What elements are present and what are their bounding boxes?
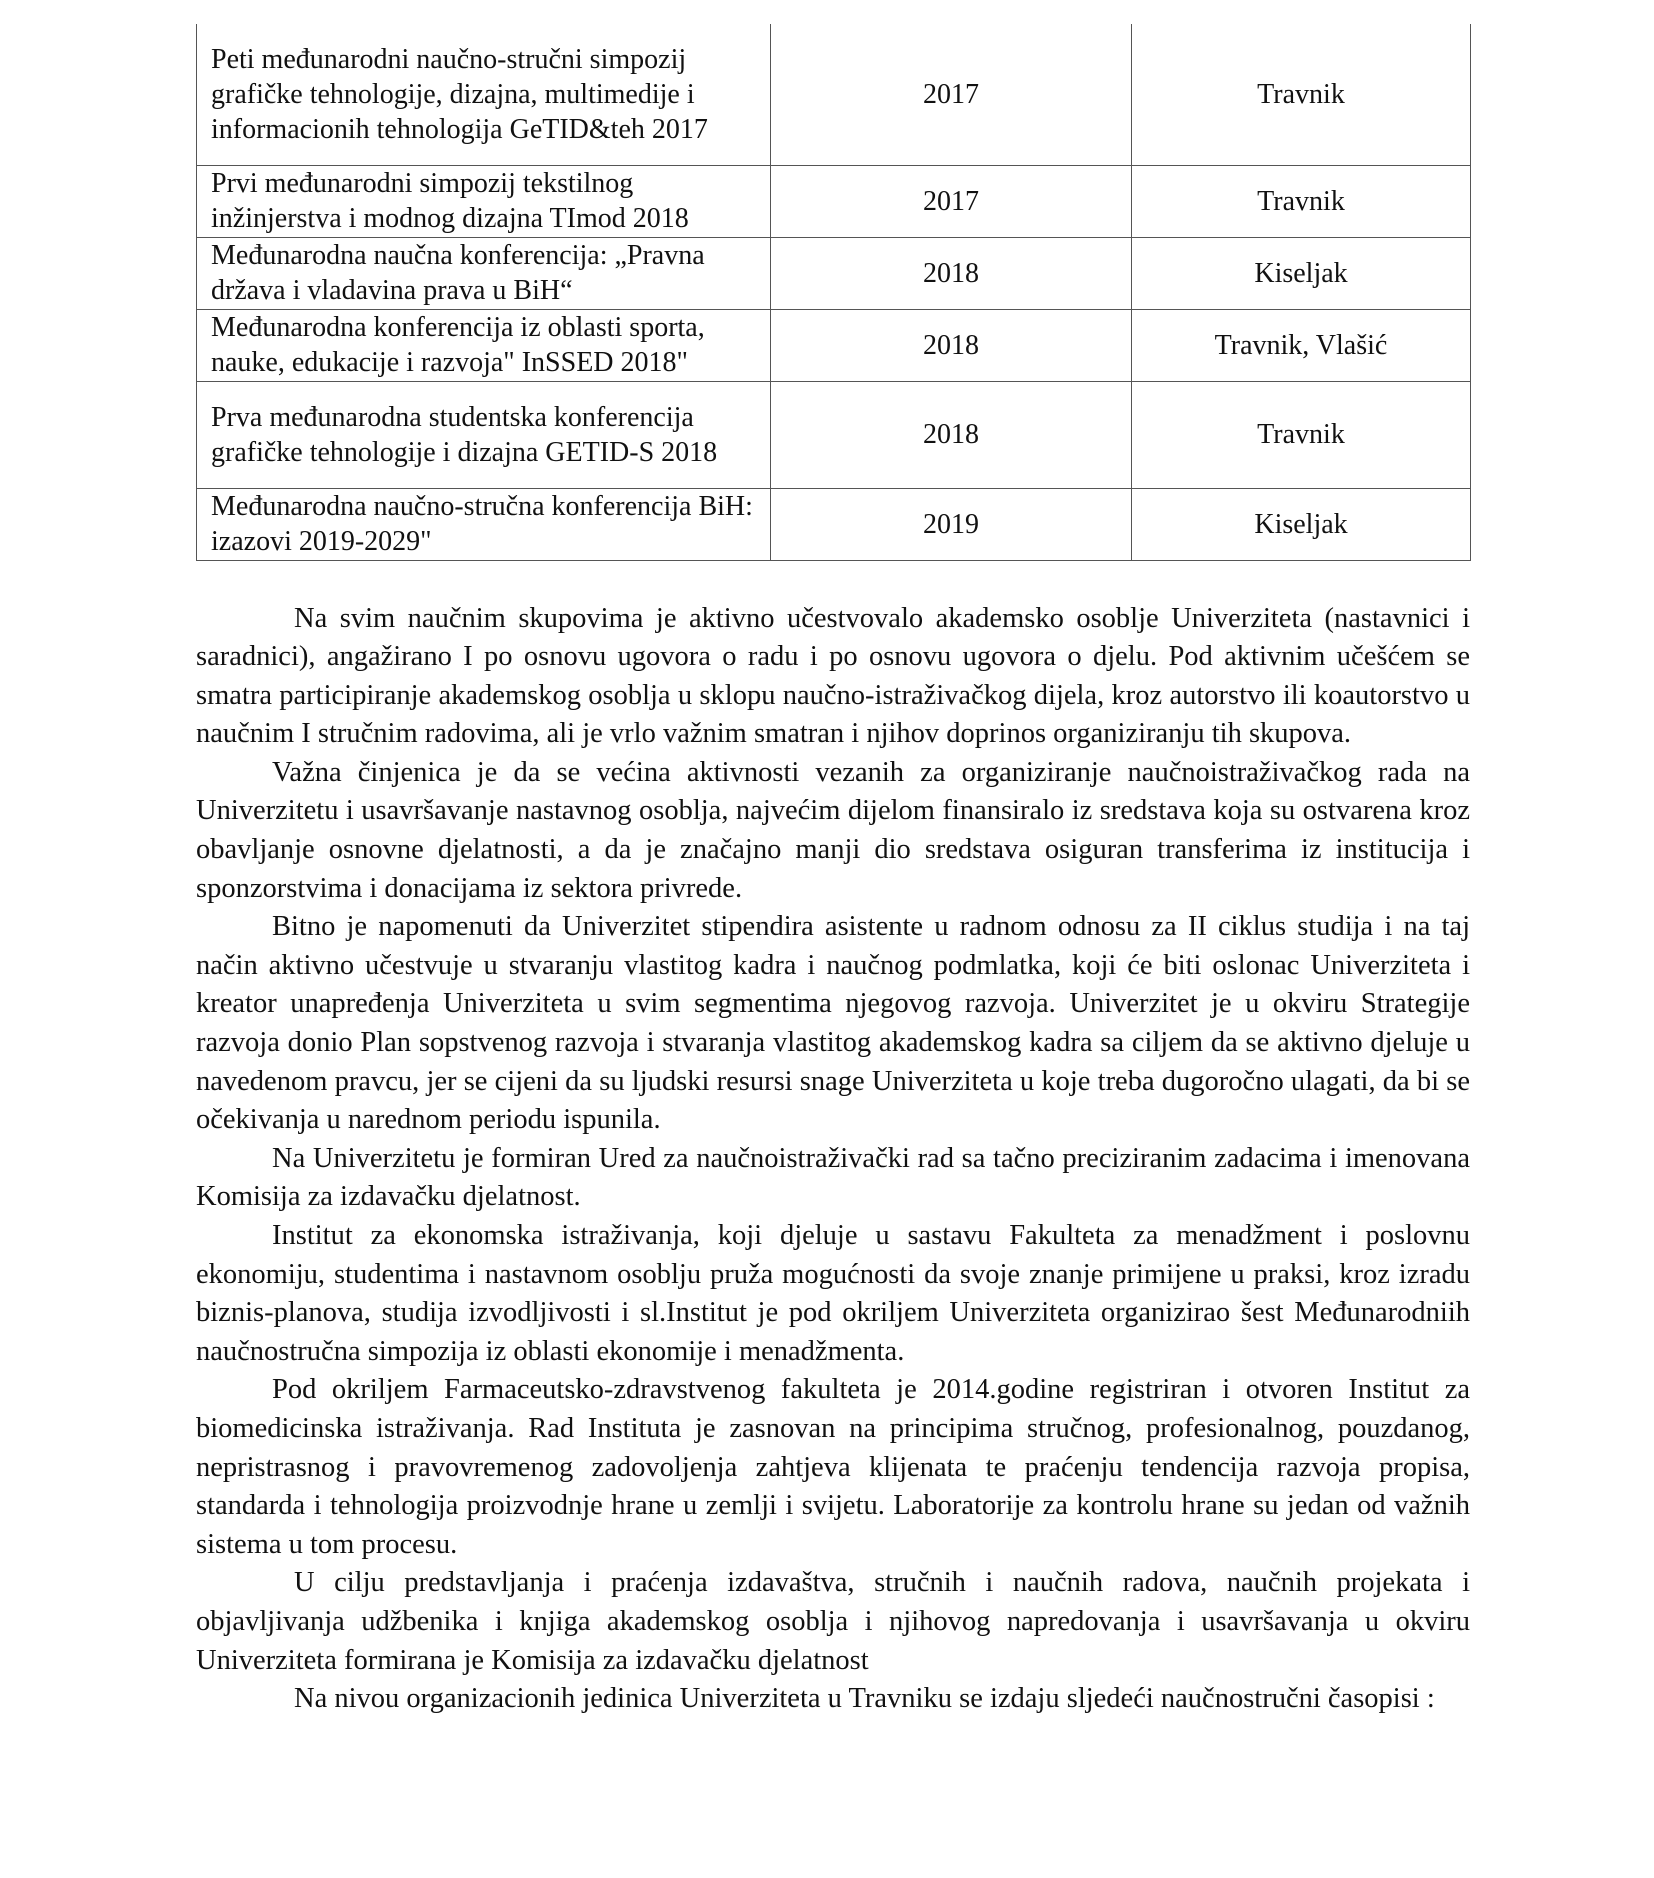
- table-row: [197, 24, 1471, 165]
- event-year-cell: 2018: [771, 237, 1132, 309]
- event-place-cell: Travnik: [1132, 24, 1471, 165]
- table-row: [197, 309, 1471, 381]
- event-name-cell: Peti međunarodni naučno-stručni simpozij grafičke tehnologije, dizajna, multimedije i informacionih tehnologija GeTID&teh 2017: [197, 24, 771, 165]
- event-place-cell: Kiseljak: [1132, 488, 1471, 560]
- event-place-cell: Travnik: [1132, 381, 1471, 488]
- event-place-cell: Travnik: [1132, 165, 1471, 237]
- paragraph: Institut za ekonomska istraživanja, koji djeluje u sastavu Fakulteta za menadžment i poslovnu ekonomiju, studentima i nastavnom osoblju pruža mogućnosti da svoje znanje primijene u praksi, kroz izradu biznis-planova, studija izvodljivosti i sl.Institut je pod okriljem Univerziteta organizirao šest Međunarodniih naučnostručna simpozija iz oblasti ekonomije i menadžmenta.: [196, 1220, 1470, 1367]
- event-name-cell: Međunarodna naučna konferencija: „Pravna država i vladavina prava u BiH“: [197, 237, 771, 309]
- event-place-cell: Travnik, Vlašić: [1132, 309, 1471, 381]
- paragraph: Bitno je napomenuti da Univerzitet stipendira asistente u radnom odnosu za II ciklus studija i na taj način aktivno učestvuje u stvaranju vlastitog kadra i naučnog podmlatka, koji će biti oslonac Univerziteta i kreator unapređenja Univerziteta u svim segmentima njegovog razvoja. Univerzitet je u okviru Strategije razvoja donio Plan sopstvenog razvoja i stvaranja vlastitog akademskog kadra sa ciljem da se aktivno djeluje u navedenom pravcu, jer se cijeni da su ljudski resursi snage Univerziteta u koje treba dugoročno ulagati, da bi se očekivanja u narednom periodu ispunila.: [196, 911, 1470, 1136]
- event-name-cell: Prva međunarodna studentska konferencija grafičke tehnologije i dizajna GETID-S 2018: [197, 381, 771, 488]
- event-name-cell: Prvi međunarodni simpozij tekstilnog inžinjerstva i modnog dizajna TImod 2018: [197, 165, 771, 237]
- event-name-cell: Međunarodna konferencija iz oblasti sporta, nauke, edukacije i razvoja" InSSED 2018": [197, 309, 771, 381]
- event-name-cell: Međunarodna naučno-stručna konferencija BiH: izazovi 2019-2029": [197, 488, 771, 560]
- event-year-cell: 2019: [771, 488, 1132, 560]
- table-row: [197, 237, 1471, 309]
- paragraph: Pod okriljem Farmaceutsko-zdravstvenog fakulteta je 2014.godine registriran i otvoren Institut za biomedicinska istraživanja. Rad Instituta je zasnovan na principima stručnog, profesionalnog, pouzdanog, nepristrasnog i pravovremenog zadovoljenja zahtjeva klijenata te praćenju tendencija razvoja propisa, standarda i tehnologija proizvodnje hrane u zemlji i svijetu. Laboratorije za kontrolu hrane su jedan od važnih sistema u tom procesu.: [196, 1374, 1470, 1560]
- paragraph: Na svim naučnim skupovima je aktivno učestvovalo akademsko osoblje Univerziteta (nastavnici i saradnici), angažirano I po osnovu ugovora o radu i po osnovu ugovora o djelu. Pod aktivnim učešćem se smatra participiranje akademskog osoblja u sklopu naučno-istraživačkog dijela, kroz autorstvo ili koautorstvo u naučnim I stručnim radovima, ali je vrlo važnim smatran i njihov doprinos organiziranju tih skupova.: [196, 602, 1470, 750]
- event-year-cell: 2018: [771, 309, 1132, 381]
- table-row: [197, 381, 1471, 488]
- paragraph: Važna činjenica je da se većina aktivnosti vezanih za organiziranje naučnoistraživačkog rada na Univerzitetu i usavršavanje nastavnog osoblja, najvećim dijelom finansiralo iz sredstava koja su ostvarena kroz obavljanje osnovne djelatnosti, a da je značajno manji dio sredstava osiguran transferima iz institucija i sponzorstvima i donacijama iz sektora privrede.: [196, 756, 1470, 904]
- event-place-cell: Kiseljak: [1132, 237, 1471, 309]
- event-year-cell: 2017: [771, 165, 1132, 237]
- table-row: [197, 488, 1471, 560]
- body-text: [196, 600, 1470, 1719]
- paragraph: U cilju predstavljanja i praćenja izdavaštva, stručnih i naučnih radova, naučnih projekata i objavljivanja udžbenika i knjiga akademskog osoblja i njihovog napredovanja i usavršavanja u okviru Univerziteta formirana je Komisija za izdavačku djelatnost: [196, 1567, 1470, 1676]
- event-year-cell: 2018: [771, 381, 1132, 488]
- conferences-table: [196, 24, 1471, 561]
- paragraph: Na Univerzitetu je formiran Ured za naučnoistraživački rad sa tačno preciziranim zadacima i imenovana Komisija za izdavačku djelatnost.: [196, 1142, 1470, 1213]
- paragraph: Na nivou organizacionih jedinica Univerziteta u Travniku se izdaju sljedeći naučnostručni časopisi :: [294, 1683, 1435, 1715]
- table-row: [197, 165, 1471, 237]
- event-year-cell: 2017: [771, 24, 1132, 165]
- document-page: [196, 24, 1470, 1719]
